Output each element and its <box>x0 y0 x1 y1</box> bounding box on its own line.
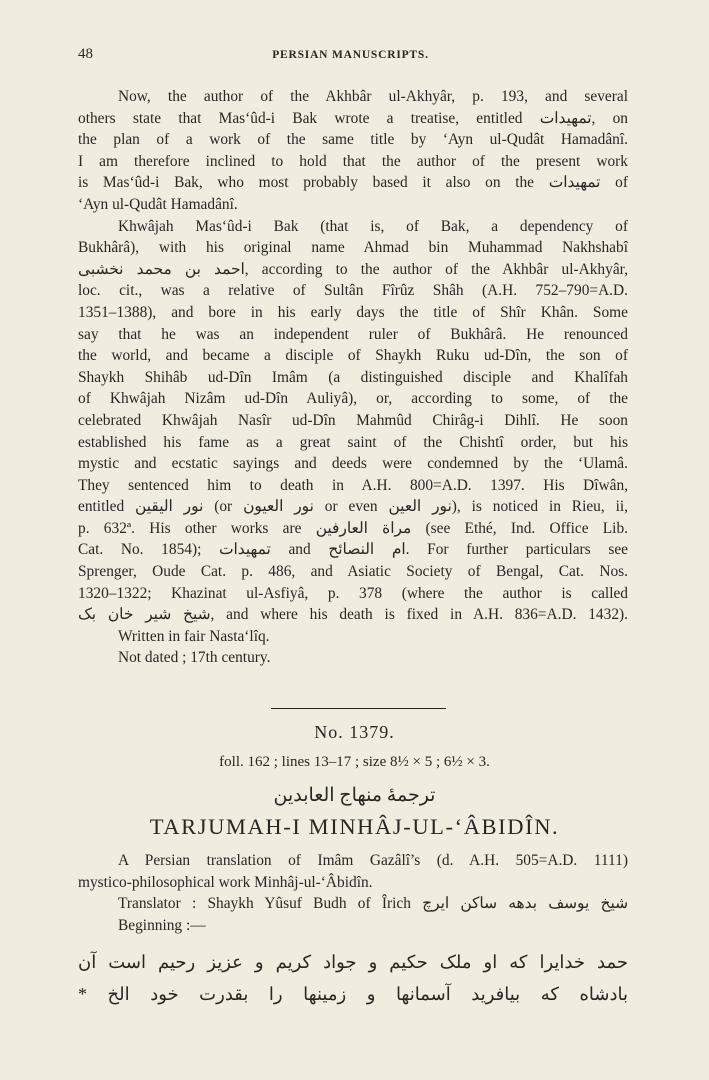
catalogue-entry-text <box>78 86 628 669</box>
text-line: Bukhârâ), with his original name Ahmad bin Muhammad Nakhshabî <box>78 239 628 257</box>
text-line: They sentenced him to death in A.H. 800=A.D. 1397. His Dîwân, <box>78 476 628 494</box>
text-line: of Khwâjah Nizâm ud-Dîn Auliyâ), or, according to some, of the <box>78 390 628 408</box>
running-title: PERSIAN MANUSCRIPTS. <box>272 49 429 61</box>
entry-description <box>78 850 628 936</box>
text-line: p. 632ª. His other works are مراة العارفین (see Ethé, Ind. Office Lib. <box>78 519 628 537</box>
text-line: شیخ شیر خان بک, and where his death is fixed in A.H. 836=A.D. 1432). <box>78 606 628 624</box>
page-number: 48 <box>78 46 93 62</box>
text-line: Now, the author of the Akhbâr ul-Akhyâr, p. 193, and several <box>118 88 628 105</box>
text-line: A Persian translation of Imâm Gazâlî’s (d. A.H. 505=A.D. 1111) <box>118 852 628 869</box>
text-line: Shaykh Shihâb ud-Dîn Imâm (a distinguished disciple and Khalîfah <box>78 368 628 386</box>
beginning-verse-line: بادشاه که بیافرید آسمانها و زمینها را بقدرت خود الخ * <box>78 984 628 1004</box>
text-line: the world, and became a disciple of Shaykh Ruku ud-Dîn, the son of <box>78 347 628 365</box>
entry-title: TARJUMAH-I MINHÂJ-UL-‘ÂBIDÎN. <box>149 814 560 839</box>
text-line: Translator : Shaykh Yûsuf Budh of Îrich شیخ یوسف بدهه ساکن ایرچ <box>118 895 628 913</box>
text-line: I am therefore inclined to hold that the author of the present work <box>78 152 628 170</box>
persian-title: ترجمهٔ منهاج العابدین <box>273 785 436 806</box>
text-line: Beginning :— <box>118 916 206 934</box>
page-header <box>78 46 623 66</box>
folio-description: foll. 162 ; lines 13–17 ; size 8½ × 5 ; 6½ × 3. <box>219 754 490 770</box>
text-line: Written in fair Nasta‘lîq. <box>118 627 270 645</box>
text-line: mystic and ecstatic sayings and deeds were condemned by the ‘Ulamâ. <box>78 455 628 473</box>
text-line: the plan of a work of the same title by ‘Ayn ul-Qudât Hamadânî. <box>78 131 628 149</box>
text-line: Not dated ; 17th century. <box>118 649 271 667</box>
text-line: mystico-philosophical work Minhâj-ul-‘Âbidîn. <box>78 873 373 891</box>
text-line: 1320–1322; Khazinat ul-Asfiyâ, p. 378 (where the author is called <box>78 584 628 602</box>
text-line: ‘Ayn ul-Qudât Hamadânî. <box>78 195 238 213</box>
text-line: established his fame as a great saint of the Chishtî order, but his <box>78 433 628 451</box>
text-line: say that he was an independent ruler of Bukhârâ. He renounced <box>78 325 628 343</box>
entry-number: No. 1379. <box>314 722 395 742</box>
section-divider <box>271 708 446 709</box>
text-line: is Mas‘ûd-i Bak, who most probably based it also on the تمهیدات of <box>78 174 628 192</box>
text-line: 1351–1388), and bore in his early days the title of Shîr Khân. Some <box>78 303 628 321</box>
text-line: celebrated Khwâjah Nasîr ud-Dîn Mahmûd Chirâg-i Dihlî. He soon <box>78 411 628 429</box>
text-line: loc. cit., was a relative of Sultân Fîrûz Shâh (A.H. 752–790=A.D. <box>78 282 628 300</box>
text-line: Khwâjah Mas‘ûd-i Bak (that is, of Bak, a dependency of <box>118 217 628 235</box>
text-line: احمد بن محمد نخشبی, according to the author of the Akhbâr ul-Akhyâr, <box>78 260 629 278</box>
text-line: entitled نور الیقین (or نور العیون or even نور العین), is noticed in Rieu, ii, <box>78 498 628 516</box>
text-line: Cat. No. 1854); تمهیدات and ام النصائح. For further particulars see <box>78 541 628 559</box>
beginning-verse-line: حمد خدایرا که او ملک حکیم و جواد کریم و عزیز رحیم است آن <box>78 952 628 972</box>
text-line: Sprenger, Oude Cat. p. 486, and Asiatic Society of Bengal, Cat. Nos. <box>78 563 628 581</box>
text-line: others state that Mas‘ûd-i Bak wrote a treatise, entitled تمهیدات, on <box>78 109 628 127</box>
